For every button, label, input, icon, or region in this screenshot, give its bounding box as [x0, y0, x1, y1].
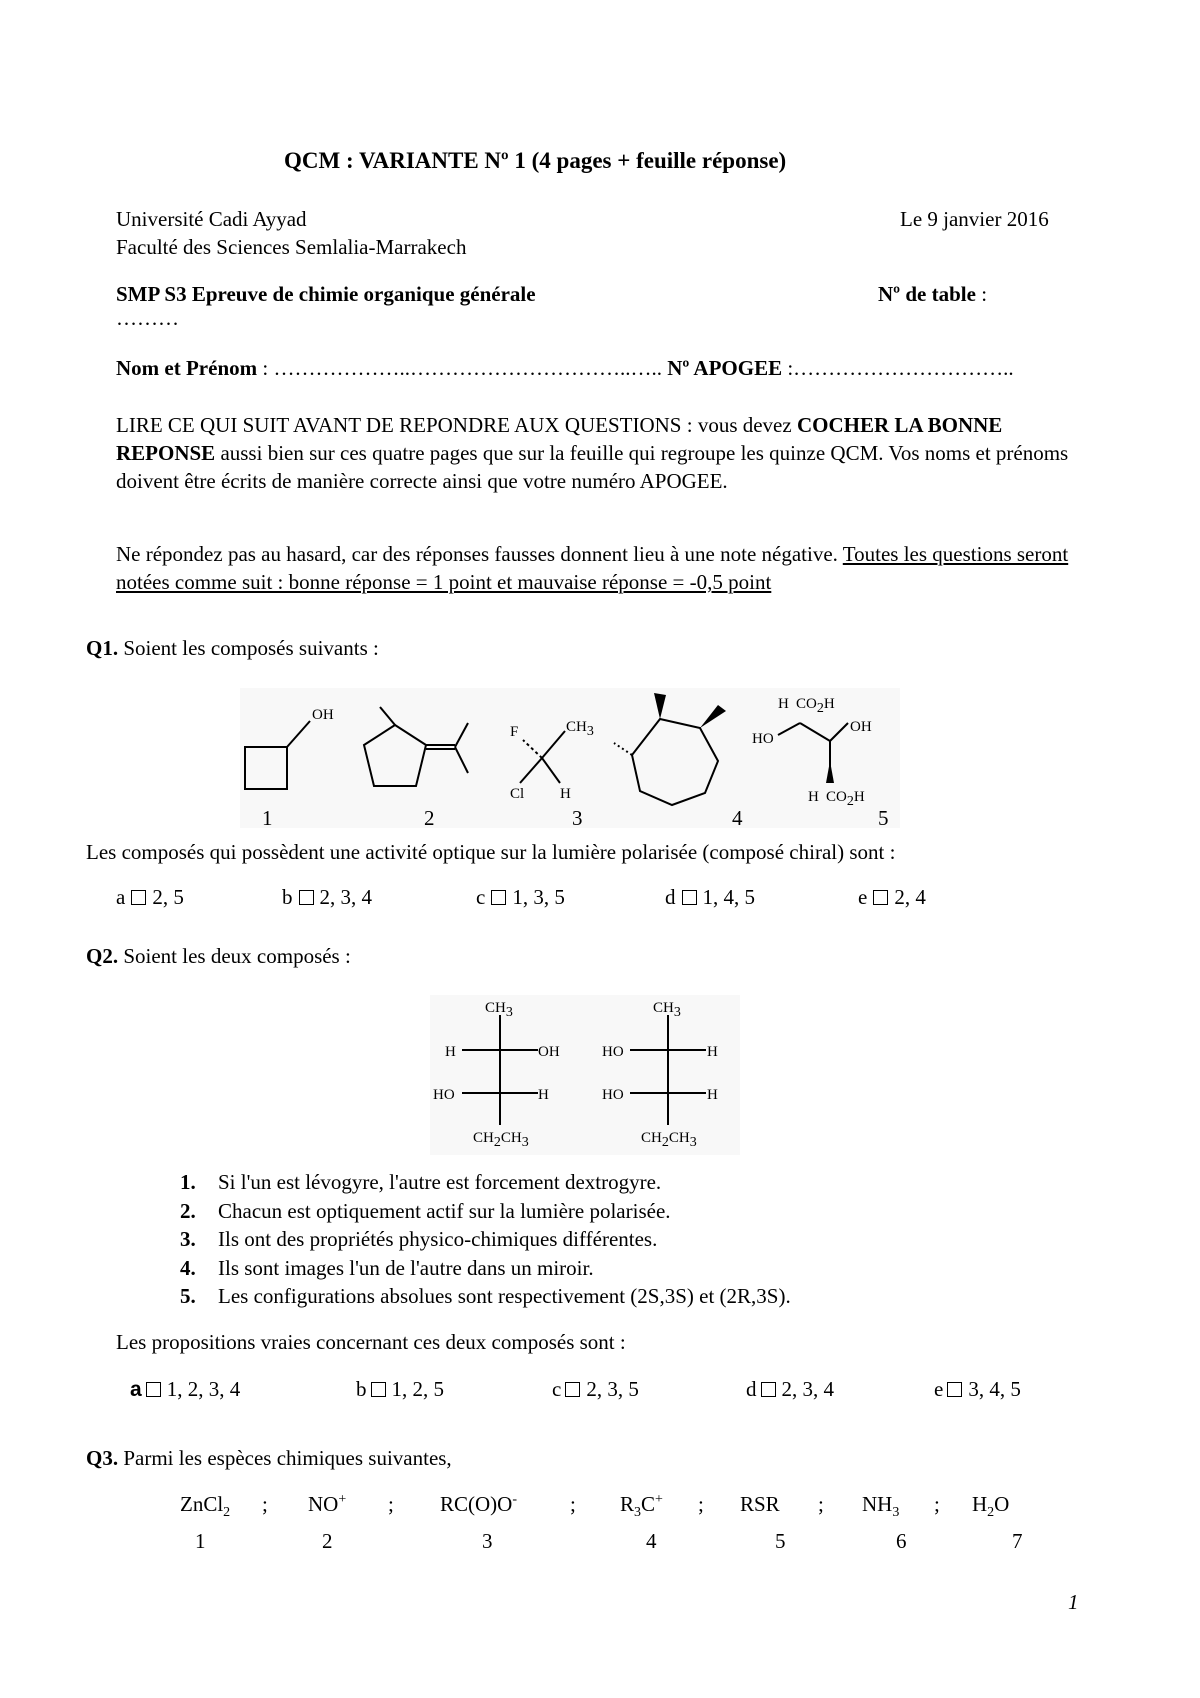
option-value: 2, 5 — [152, 885, 184, 909]
table-number-dots: ……… — [116, 306, 179, 330]
warning-underlined: Toutes les questions seront notées comme suit : bonne réponse = 1 point et mauvaise réponse = -0,5 point — [116, 542, 1069, 594]
h-label-5: H — [778, 696, 789, 712]
option-letter: c — [476, 885, 486, 909]
checkbox-icon[interactable] — [682, 890, 697, 905]
checkbox-icon[interactable] — [491, 890, 506, 905]
q2-option-e[interactable] — [934, 1377, 1021, 1402]
option-letter: d — [665, 885, 676, 909]
warning-paragraph — [116, 540, 1076, 596]
option-letter: c — [552, 1377, 562, 1401]
option-letter: d — [746, 1377, 757, 1401]
option-value: 1, 3, 5 — [512, 885, 565, 909]
cl-label: Cl — [510, 786, 525, 802]
q2-fischer-projections — [430, 995, 740, 1155]
option-letter: e — [934, 1377, 944, 1401]
separator: ; — [262, 1492, 268, 1516]
structure-number: 3 — [572, 806, 583, 830]
statement-3: 3. Ils ont des propriétés physico-chimiques différentes. — [180, 1227, 658, 1251]
ethyl-left: CH2CH3 — [473, 1130, 529, 1150]
q1-structures — [230, 683, 910, 833]
h-right-2: H — [707, 1087, 718, 1103]
option-value: 1, 4, 5 — [702, 885, 755, 909]
q2-option-c[interactable] — [552, 1377, 639, 1402]
table-number-field[interactable] — [878, 282, 987, 307]
option-value: 1, 2, 5 — [391, 1377, 444, 1401]
q1-option-b[interactable] — [282, 885, 372, 910]
statement-2: 2. Chacun est optiquement actif sur la lumière polarisée. — [180, 1198, 671, 1223]
statement-1: 1. Si l'un est lévogyre, l'autre est forcement dextrogyre. — [180, 1170, 662, 1194]
q2-label: Q2. — [86, 944, 119, 968]
q1-option-e[interactable] — [858, 885, 926, 910]
h-label-5b: H — [808, 789, 819, 805]
option-letter: b — [282, 885, 293, 909]
apogee-dots: :………………………….. — [782, 356, 1014, 380]
q1-text: Soient les composés suivants : — [118, 636, 379, 660]
h-left-2: H — [538, 1087, 549, 1103]
name-field[interactable] — [116, 356, 1014, 381]
checkbox-icon[interactable] — [565, 1382, 580, 1397]
species-7: $H_2O$ — [972, 1492, 1010, 1521]
page-title: QCM : VARIANTE Nº 1 (4 pages + feuille réponse) — [284, 148, 787, 173]
warning-text: Ne répondez pas au hasard, car des réponses fausses donnent lieu à une note négative. — [116, 542, 843, 566]
checkbox-icon[interactable] — [947, 1382, 962, 1397]
species-3: RC(O)O- — [440, 1492, 518, 1516]
table-number-label: Nº de table — [878, 282, 976, 306]
checkbox-icon[interactable] — [761, 1382, 776, 1397]
statement-5: 5. Les configurations absolues sont respectivement (2S,3S) et (2R,3S). — [180, 1284, 791, 1308]
q1-option-d[interactable] — [665, 885, 755, 910]
oh-label-5: OH — [850, 719, 872, 735]
option-value: 2, 3, 4 — [781, 1377, 834, 1401]
separator: ; — [388, 1492, 394, 1516]
separator: ; — [570, 1492, 576, 1516]
ch3-top-right: CH3 — [653, 1000, 681, 1020]
q2-text: Soient les deux composés : — [118, 944, 351, 968]
q3-text: Parmi les espèces chimiques suivantes, — [118, 1446, 452, 1470]
checkbox-icon[interactable] — [146, 1382, 161, 1397]
q2-question: Les propositions vraies concernant ces deux composés sont : — [116, 1330, 626, 1354]
ch3-top-left: CH3 — [485, 1000, 513, 1020]
species-5: RSR — [740, 1492, 780, 1516]
q1-option-c[interactable] — [476, 885, 565, 910]
q2-heading — [86, 944, 351, 969]
h-label-3: H — [560, 786, 571, 802]
q3-heading — [86, 1446, 452, 1471]
instructions-paragraph — [116, 411, 1076, 495]
checkbox-icon[interactable] — [371, 1382, 386, 1397]
checkbox-icon[interactable] — [131, 890, 146, 905]
option-value: 2, 3, 4 — [319, 885, 372, 909]
q1-option-a[interactable] — [116, 885, 184, 910]
q1-label: Q1. — [86, 636, 119, 660]
ho-label-5: HO — [752, 731, 774, 747]
apogee-label: Nº APOGEE — [667, 356, 783, 380]
h-left-1: H — [445, 1044, 456, 1060]
structure-number: 1 — [262, 806, 273, 830]
option-letter: e — [858, 885, 868, 909]
species-number: 4 — [646, 1529, 657, 1553]
species-4: $R_3C^+$ — [620, 1492, 663, 1521]
instructions-bold: COCHER LA BONNE REPONSE — [116, 413, 1003, 465]
oh-label-1: OH — [312, 707, 334, 723]
page-number: 1 — [1068, 1590, 1079, 1614]
separator: ; — [698, 1492, 704, 1516]
table-number-colon: : — [975, 282, 988, 306]
option-value: 3, 4, 5 — [968, 1377, 1021, 1401]
q1-question: Les composés qui possèdent une activité optique sur la lumière polarisée (composé chiral) sont : — [86, 840, 896, 864]
species-number: 1 — [195, 1529, 206, 1553]
option-letter: a — [130, 1378, 142, 1401]
q2-option-b[interactable] — [356, 1377, 444, 1402]
structure-number: 2 — [424, 806, 435, 830]
q2-option-d[interactable] — [746, 1377, 834, 1402]
h-right-1: H — [707, 1044, 718, 1060]
ethyl-right: CH2CH3 — [641, 1130, 697, 1150]
option-letter: b — [356, 1377, 367, 1401]
species-number: 6 — [896, 1529, 907, 1553]
species-number: 2 — [322, 1529, 333, 1553]
separator: ; — [818, 1492, 824, 1516]
ho-left: HO — [433, 1087, 455, 1103]
ho-right-1: HO — [602, 1044, 624, 1060]
option-value: 1, 2, 3, 4 — [166, 1377, 241, 1401]
ho-right-2: HO — [602, 1087, 624, 1103]
checkbox-icon[interactable] — [873, 890, 888, 905]
oh-left: OH — [538, 1044, 560, 1060]
option-value: 2, 4 — [894, 885, 926, 909]
co2h-label-top: CO2H — [796, 696, 835, 716]
name-dots: : ………………..…………………………..….. — [257, 356, 668, 380]
species-number: 7 — [1012, 1529, 1023, 1553]
checkbox-icon[interactable] — [299, 890, 314, 905]
faculty-name: Faculté des Sciences Semlalia-Marrakech — [116, 235, 467, 259]
separator: ; — [934, 1492, 940, 1516]
species-number: 5 — [775, 1529, 786, 1553]
species-number: 3 — [482, 1529, 493, 1553]
species-6: $NH_3$ — [862, 1492, 900, 1521]
instructions-text-2: aussi bien sur ces quatre pages que sur la feuille qui regroupe les quinze QCM. Vos noms et prénoms doivent être écrits de manière correcte ainsi que votre numéro APOGEE. — [116, 441, 1069, 493]
q2-option-a[interactable] — [130, 1377, 240, 1402]
statement-4: 4. Ils sont images l'un de l'autre dans un miroir. — [180, 1255, 594, 1280]
q3-label: Q3. — [86, 1446, 119, 1470]
instructions-text: LIRE CE QUI SUIT AVANT DE REPONDRE AUX QUESTIONS : vous devez — [116, 413, 797, 437]
q1-heading — [86, 636, 379, 661]
structure-number: 4 — [732, 806, 743, 830]
option-value: 2, 3, 5 — [586, 1377, 639, 1401]
f-label: F — [510, 724, 519, 740]
name-label: Nom et Prénom — [116, 356, 258, 380]
q2-statements — [180, 1168, 791, 1311]
structure-number: 5 — [878, 806, 889, 830]
exam-date: Le 9 janvier 2016 — [900, 207, 1049, 231]
species-2: NO+ — [308, 1492, 347, 1516]
co2h-label-bottom: CO2H — [826, 789, 865, 809]
species-1: ZnCl$_2$ — [180, 1492, 231, 1521]
exam-name: SMP S3 Epreuve de chimie organique générale — [116, 282, 536, 306]
ch3-label-3: CH3 — [566, 719, 594, 739]
option-letter: a — [116, 885, 126, 909]
university-name: Université Cadi Ayyad — [116, 207, 307, 231]
